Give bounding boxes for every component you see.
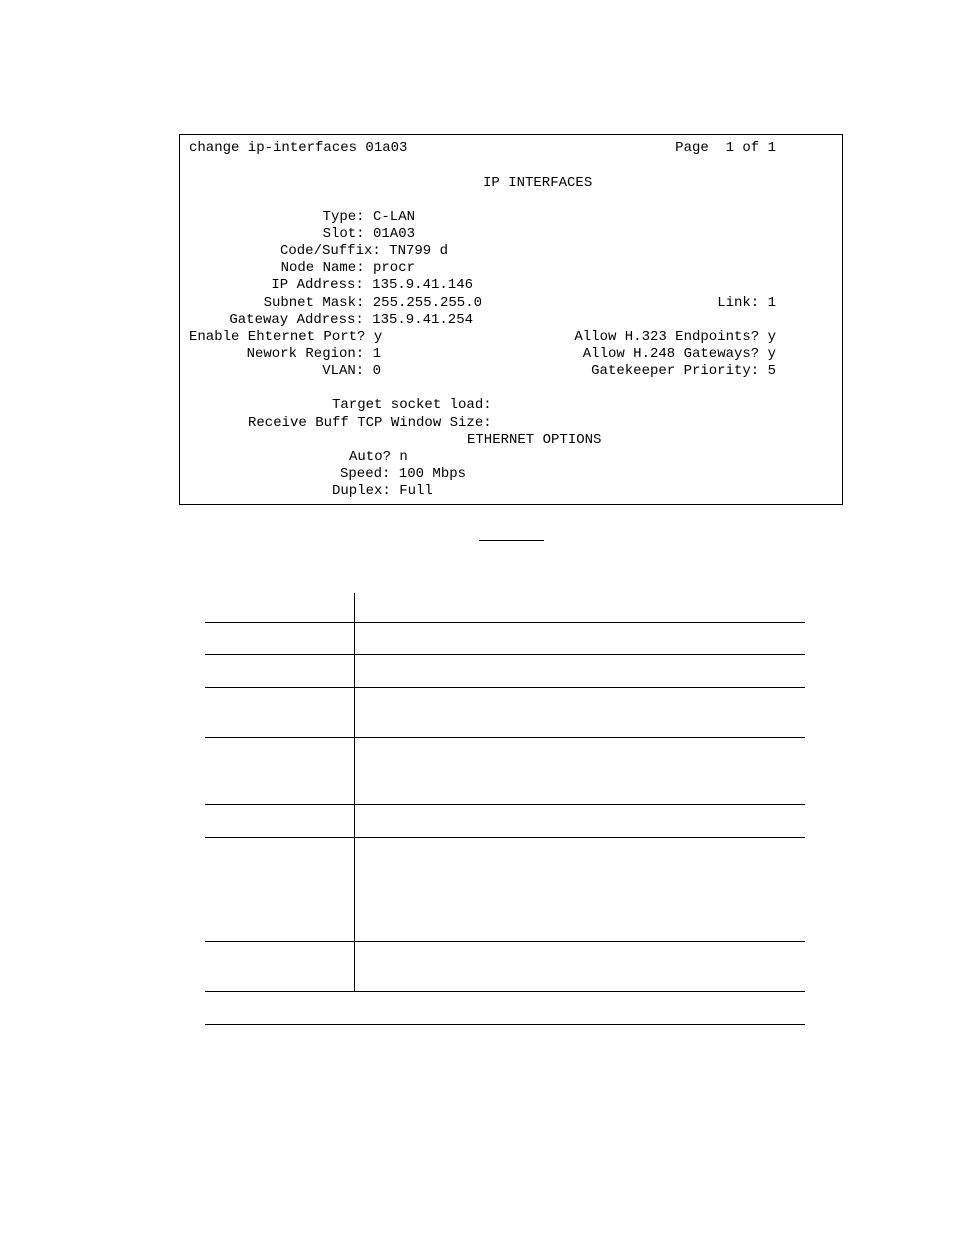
field-gatekeeper-priority: Gatekeeper Priority: 5 xyxy=(591,363,776,379)
field-code-suffix: Code/Suffix: TN799 d xyxy=(279,243,448,259)
field-speed: Speed: 100 Mbps xyxy=(340,466,467,482)
field-enable-ethernet-port: Enable Ehternet Port? y xyxy=(189,329,383,345)
table-row-line xyxy=(205,654,805,655)
page-indicator: Page 1 of 1 xyxy=(675,140,776,156)
field-allow-h248: Allow H.248 Gateways? y xyxy=(582,346,776,362)
field-gateway-address: Gateway Address: 135.9.41.254 xyxy=(229,312,473,328)
field-type: Type: C-LAN xyxy=(322,209,415,225)
field-ip-address: IP Address: 135.9.41.146 xyxy=(271,277,473,293)
screen-title: IP INTERFACES xyxy=(483,175,593,191)
field-target-socket-load: Target socket load: xyxy=(332,397,492,413)
table-row-line xyxy=(205,991,805,992)
field-duplex: Duplex: Full xyxy=(332,483,433,499)
table-row-line xyxy=(205,1024,805,1025)
field-link: Link: 1 xyxy=(717,295,776,311)
table-column-divider xyxy=(354,593,355,991)
field-allow-h323: Allow H.323 Endpoints? y xyxy=(574,329,776,345)
field-subnet-mask: Subnet Mask: 255.255.255.0 xyxy=(263,295,482,311)
field-auto: Auto? n xyxy=(349,449,408,465)
ip-interfaces-screen xyxy=(179,134,843,505)
table-row-line xyxy=(205,622,805,623)
table-row-line xyxy=(205,941,805,942)
field-vlan: VLAN: 0 xyxy=(322,363,381,379)
command-line: change ip-interfaces 01a03 xyxy=(189,140,408,156)
table-row-line xyxy=(205,687,805,688)
field-network-region: Nework Region: 1 xyxy=(246,346,381,362)
table-row-line xyxy=(205,737,805,738)
field-slot: Slot: 01A03 xyxy=(322,226,415,242)
table-row-line xyxy=(205,837,805,838)
ethernet-options-title: ETHERNET OPTIONS xyxy=(467,432,602,448)
caption-rule xyxy=(479,540,544,541)
field-node-name: Node Name: procr xyxy=(280,260,415,276)
field-receive-buff: Receive Buff TCP Window Size: xyxy=(248,415,492,431)
field-description-table xyxy=(205,593,805,1025)
table-row-line xyxy=(205,804,805,805)
